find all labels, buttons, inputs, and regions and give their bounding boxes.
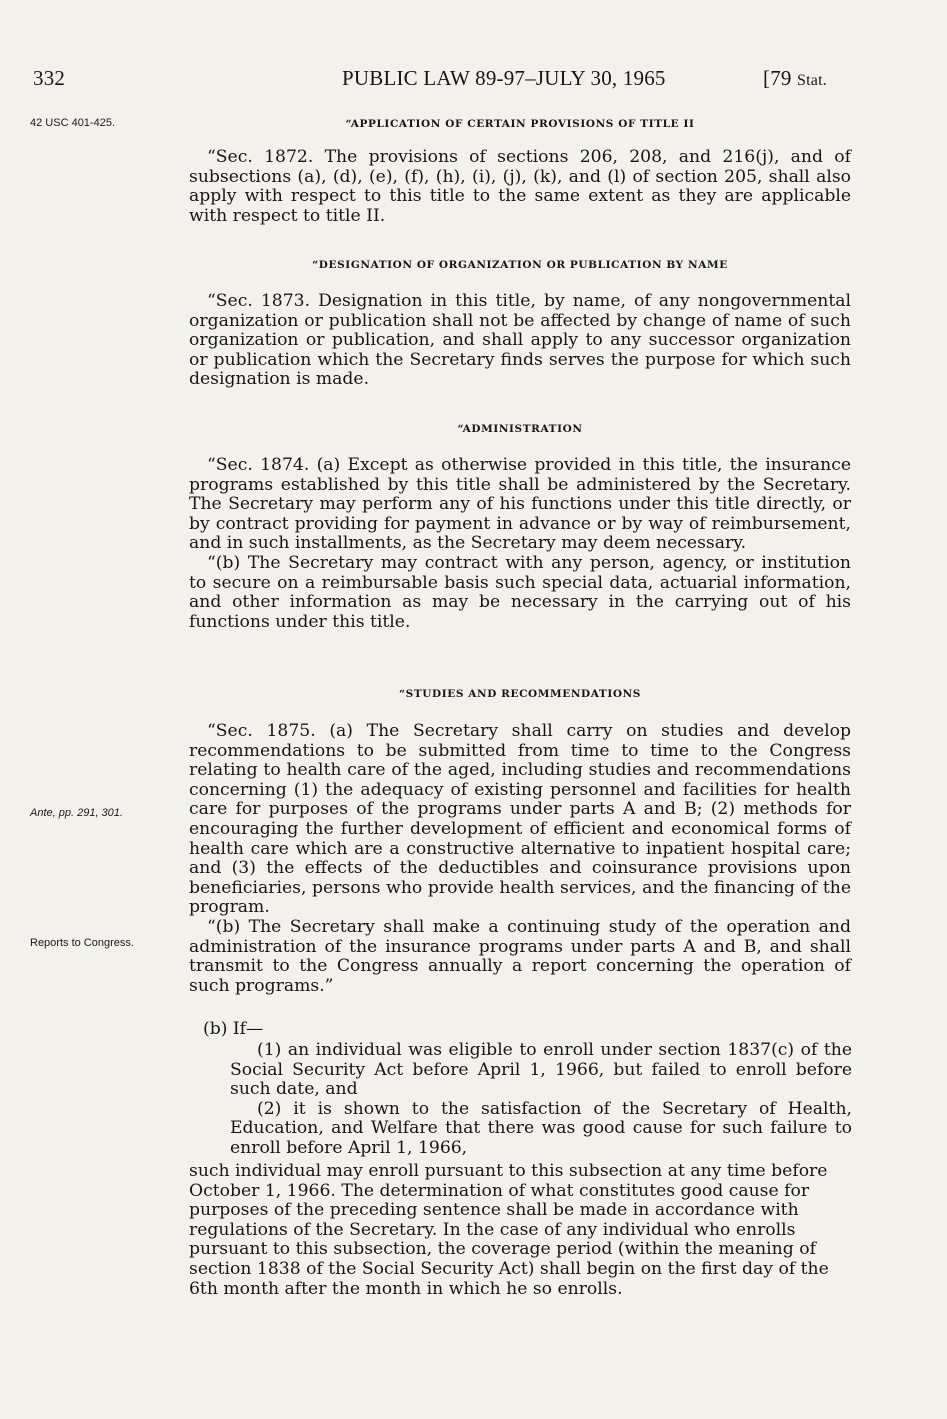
section-1875-a: “Sec. 1875. (a) The Secretary shall carry on studies and develop recommendations to be submitted from time to time to the Congress relating to health care of the aged, including studies and recommendations concerning (1) the adequacy of existing personnel and facilities for health care for purposes of the programs under parts A and B; (2) methods for encouraging the further development of efficient and economical forms of health care which are a constructive alternative to inpatient hospital care; and (3) the effects of the deductibles and coinsurance provisions upon beneficiaries, persons who provide health services, and the financing of the program. <box>189 721 851 918</box>
margin-note-reports: Reports to Congress. <box>30 937 134 949</box>
section-1875 <box>189 722 851 996</box>
subsection-b-lead: (b) If— <box>203 1019 264 1039</box>
margin-note-ante: Ante, pp. 291, 301. <box>30 807 123 819</box>
statute-volume: [79 <box>763 66 792 90</box>
section-heading-1872: “APPLICATION OF CERTAIN PROVISIONS OF TITLE II <box>345 118 695 130</box>
section-heading-1875: “STUDIES AND RECOMMENDATIONS <box>399 688 641 700</box>
subsection-b-item-2: (2) it is shown to the satisfaction of the Secretary of Health, Education, and Welfare that there was good cause for such failure to enroll before April 1, 1966, <box>230 1098 852 1158</box>
statute-label: Stat. <box>797 72 827 89</box>
subsection-b-items <box>230 1041 852 1159</box>
section-1872-text: “Sec. 1872. The provisions of sections 206, 208, and 216(j), and of subsections (a), (d), (e), (f), (h), (i), (j), (k), and (l) of section 205, shall also apply with respect to this title to the same extent as they are applicable with respect to title II. <box>189 147 851 226</box>
section-1874 <box>189 456 851 632</box>
section-1874-b: “(b) The Secretary may contract with any person, agency, or institution to secure on a reimbursable basis such special data, actuarial information, and other information as may be necessary in the carrying out of his functions under this title. <box>189 552 851 632</box>
subsection-b-conclusion: such individual may enroll pursuant to this subsection at any time before October 1, 1966. The determination of what constitutes good cause for purposes of the preceding sentence shall be made in accordance with regulations of the Secretary. In the case of any individual who enrolls pursuant to this subsection, the coverage period (within the meaning of section 1838 of the Social Security Act) shall begin on the first day of the 6th month after the month in which he so enrolls. <box>189 1161 829 1299</box>
subsection-b-item-1: (1) an individual was eligible to enroll under section 1837(c) of the Social Security Act before April 1, 1966, but failed to enroll before such date, and <box>230 1040 852 1100</box>
section-heading-1873: “DESIGNATION OF ORGANIZATION OR PUBLICATION BY NAME <box>312 259 728 271</box>
section-1875-b: “(b) The Secretary shall make a continuing study of the operation and administration of the insurance programs under parts A and B, and shall transmit to the Congress annually a report concerning the operation of such programs.” <box>189 916 851 996</box>
statute-reference <box>763 66 827 91</box>
running-title: PUBLIC LAW 89-97–JULY 30, 1965 <box>342 66 666 90</box>
page-number: 332 <box>33 66 66 90</box>
margin-note-usc: 42 USC 401-425. <box>30 117 115 129</box>
section-1873-text: “Sec. 1873. Designation in this title, by name, of any nongovernmental organization or publication shall not be affected by change of name of such organization or publication, and shall apply to any successor organization or publication which the Secretary finds serves the purpose for which such designation is made. <box>189 291 851 390</box>
section-1872 <box>189 148 851 226</box>
section-1873 <box>189 292 851 390</box>
section-1874-a: “Sec. 1874. (a) Except as otherwise provided in this title, the insurance programs established by this title shall be administered by the Secretary. The Secretary may perform any of his functions under this title directly, or by contract providing for payment in advance or by way of reimbursement, and in such installments, as the Secretary may deem necessary. <box>189 455 851 554</box>
section-heading-1874: “ADMINISTRATION <box>457 423 583 435</box>
